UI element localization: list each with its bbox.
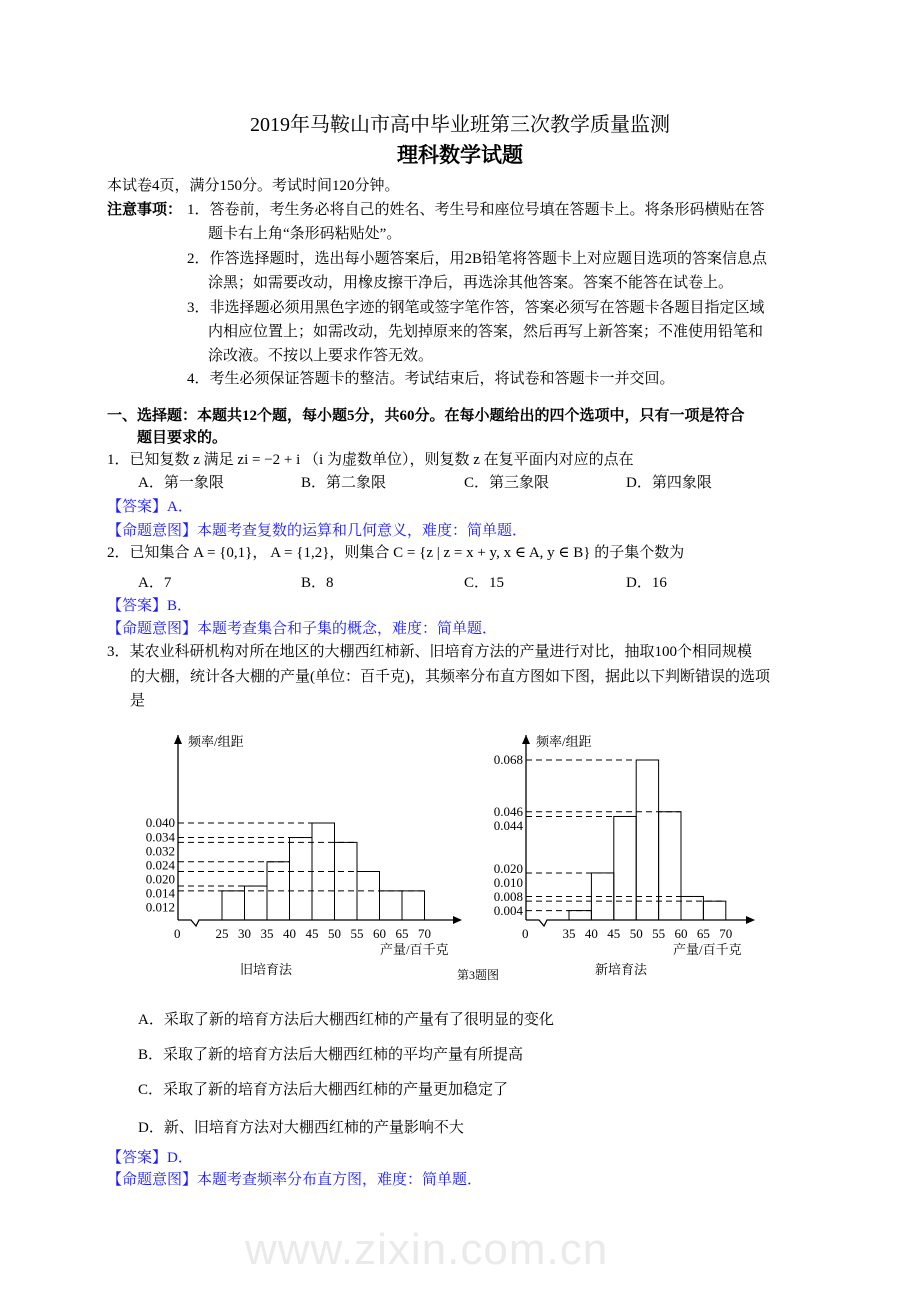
watermark: www.zixin.com.cn: [245, 1225, 609, 1274]
section-heading: 一、选择题：本题共12个题，每小题5分，共60分。在每小题给出的四个选项中，只有一项是符合: [107, 408, 745, 424]
q2-option-a: A．7: [138, 575, 172, 591]
q1-option-a: A．第一象限: [138, 475, 224, 491]
y-tick-label: 0.040: [145, 815, 175, 830]
notice-line: 2．作答选择题时，选出每小题答案后，用2B铅笔将答题卡上对应题目选项的答案信息点: [187, 251, 768, 267]
q2-option-c: C．15: [464, 575, 505, 591]
x-tick-label: 60: [674, 926, 688, 941]
histogram-bar: [614, 816, 636, 920]
x-tick-label: 70: [719, 926, 733, 941]
notice-line: 内相应位置上；如需改动，先划掉原来的答案，然后再写上新答案；不准使用铅笔和: [208, 324, 764, 340]
exam-subtitle: 理科数学试题: [397, 143, 523, 167]
y-tick-label: 0.020: [145, 871, 175, 887]
x-tick-label: 35: [562, 926, 576, 941]
x-tick-label: 65: [696, 926, 710, 941]
figure-caption: 第3题图: [457, 968, 500, 982]
chart-title: 旧培育法: [240, 962, 293, 977]
q3-answer: 【答案】D．: [107, 1150, 193, 1166]
x-tick-label: 30: [238, 926, 251, 941]
q1-option-b: B．第二象限: [301, 475, 387, 491]
exam-title: 2019年马鞍山市高中毕业班第三次教学质量监测: [250, 114, 670, 136]
y-tick-label: 0.012: [145, 899, 175, 915]
histogram-bar: [380, 891, 403, 920]
x-tick-label: 40: [584, 926, 598, 941]
x-tick-label: 35: [260, 926, 274, 941]
histogram-bar: [335, 842, 358, 920]
y-axis-arrow: [174, 735, 182, 744]
q3-stem: 是: [130, 693, 146, 709]
q2-option-d: D．16: [626, 575, 667, 591]
x-axis-arrow: [453, 916, 462, 924]
y-axis-label: 频率/组距: [188, 734, 244, 749]
histogram-bar: [290, 838, 313, 920]
x-axis-label: 产量/百千克: [380, 942, 449, 957]
y-tick-label: 0.014: [145, 885, 175, 901]
y-tick-label: 0.008: [493, 889, 523, 904]
y-tick-label: 0.068: [493, 751, 523, 767]
y-tick-label: 0.020: [493, 861, 523, 876]
q3-option-a: A．采取了新的培育方法后大棚西红柿的产量有了很明显的变化: [138, 1012, 554, 1028]
notice-line: 涂黑；如需要改动，用橡皮擦干净后，再选涂其他答案。答案不能答在试卷上。: [208, 275, 734, 291]
notice-line: 4．考生必须保证答题卡的整洁。考试结束后，将试卷和答题卡一并交回。: [187, 371, 675, 387]
q1-option-c: C．第三象限: [464, 475, 550, 491]
x-tick-label: 60: [373, 926, 386, 941]
x-axis-label: 产量/百千克: [673, 942, 742, 957]
q2-intent: 【命题意图】本题考查集合和子集的概念，难度：简单题．: [107, 621, 498, 637]
histogram-bar: [569, 911, 591, 920]
q3-option-c: C．采取了新的培育方法后大棚西红柿的产量更加稳定了: [138, 1082, 509, 1098]
y-tick-label: 0.046: [493, 803, 523, 819]
q3-stem: 的大棚，统计各大棚的产量(单位：百千克)，其频率分布直方图如下图，据此以下判断错误的选项: [130, 669, 770, 685]
histogram-bar: [357, 872, 380, 921]
q2-answer: 【答案】B．: [107, 598, 193, 614]
x-tick-label: 45: [607, 926, 621, 941]
chart-title: 新培育法: [595, 962, 648, 977]
q1-stem: 1．已知复数 z 满足 zi = −2 + i （i 为虚数单位），则复数 z 在复平面内对应的点在: [107, 452, 634, 468]
notice-label: 注意事项：: [107, 202, 183, 218]
origin-label: 0: [174, 926, 181, 941]
histogram-bar: [402, 891, 425, 920]
x-tick-label: 50: [629, 926, 643, 941]
q2-stem: 2．已知集合 A = {0,1}， A = {1,2}，则集合 C = {z | z = x + y, x ∈ A, y ∈ B} 的子集个数为: [107, 545, 685, 561]
notice-line: 1．答卷前，考生务必将自己的姓名、考生号和座位号填在答题卡上。将条形码横贴在答: [187, 202, 765, 218]
y-tick-label: 0.004: [493, 903, 523, 918]
origin-label: 0: [522, 926, 529, 941]
notice-line: 3．非选择题必须用黑色字迹的钢笔或签字笔作答，答案必须写在答题卡各题目指定区域: [187, 300, 765, 316]
x-tick-label: 45: [305, 926, 319, 941]
y-tick-label: 0.010: [493, 875, 523, 890]
x-axis-arrow: [746, 916, 755, 924]
y-tick-label: 0.024: [145, 857, 175, 873]
y-tick-label: 0.032: [145, 843, 175, 859]
q3-option-b: B．采取了新的培育方法后大棚西红柿的平均产量有所提高: [138, 1047, 524, 1063]
y-axis-arrow: [522, 735, 530, 744]
y-tick-label: 0.044: [493, 817, 523, 833]
q1-answer: 【答案】A．: [107, 499, 193, 515]
q3-stem: 3．某农业科研机构对所在地区的大棚西红柿新、旧培育方法的产量进行对比，抽取100个相同规模: [107, 644, 753, 660]
histogram-bar: [659, 812, 681, 920]
q1-option-d: D．第四象限: [626, 475, 712, 491]
x-tick-label: 70: [418, 926, 431, 941]
histogram-bar: [703, 901, 725, 920]
q2-option-b: B．8: [301, 575, 334, 591]
x-tick-label: 40: [283, 926, 296, 941]
x-tick-label: 50: [328, 926, 341, 941]
q3-option-d: D．新、旧培育方法对大棚西红柿的产量影响不大: [138, 1120, 464, 1136]
intro: 本试卷4页，满分150分。考试时间120分钟。: [107, 178, 400, 194]
notice-line: 涂改液。不按以上要求作答无效。: [208, 348, 434, 364]
x-tick-label: 55: [350, 926, 364, 941]
q1-intent: 【命题意图】本题考查复数的运算和几何意义，难度：简单题．: [107, 523, 528, 539]
x-tick-label: 55: [652, 926, 666, 941]
x-tick-label: 65: [395, 926, 409, 941]
x-tick-label: 25: [215, 926, 229, 941]
notice-line: 题卡右上角“条形码粘贴处”。: [208, 226, 402, 242]
y-axis-label: 频率/组距: [536, 734, 592, 749]
histogram-bar: [222, 891, 245, 920]
y-tick-label: 0.034: [145, 829, 175, 845]
histogram-bar: [681, 896, 703, 920]
q3-intent: 【命题意图】本题考查频率分布直方图，难度：简单题．: [107, 1172, 483, 1188]
section-heading: 题目要求的。: [137, 430, 228, 446]
